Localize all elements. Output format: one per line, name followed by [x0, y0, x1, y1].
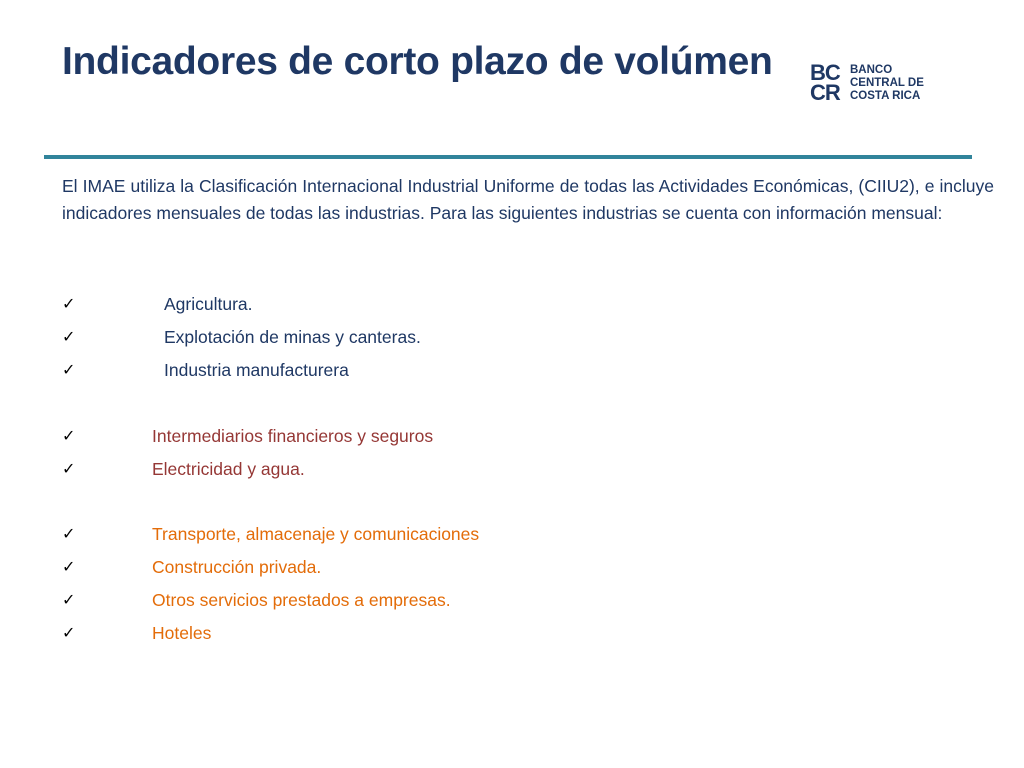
list-item-label: Hoteles — [152, 623, 212, 643]
bccr-logo — [806, 62, 946, 122]
list-item-label: Agricultura. — [164, 294, 253, 314]
check-icon: ✓ — [62, 461, 76, 478]
list-item-label: Explotación de minas y canteras. — [164, 327, 421, 347]
list-item-label: Otros servicios prestados a empresas. — [152, 590, 451, 610]
list-item-label: Electricidad y agua. — [152, 459, 305, 479]
logo-mark-bottom: CR — [810, 80, 840, 105]
check-icon: ✓ — [62, 592, 76, 609]
list-item-label: Intermediarios financieros y seguros — [152, 426, 434, 446]
page-title: Indicadores de corto plazo de volúmen — [62, 40, 773, 83]
check-icon: ✓ — [62, 559, 76, 576]
logo-line-3: COSTA RICA — [850, 90, 921, 102]
check-icon: ✓ — [62, 362, 76, 379]
check-icon: ✓ — [62, 329, 76, 346]
bccr-logo-mark — [806, 62, 848, 108]
check-icon: ✓ — [62, 526, 76, 543]
intro-paragraph: El IMAE utiliza la Clasificación Internacional Industrial Uniforme de todas las Actividades Económicas, (CIIU2), e incluye indicadores mensuales de todas las industrias. Para las siguientes industrias se cuenta con información mensual: — [62, 176, 994, 223]
list-item-label: Construcción privada. — [152, 557, 322, 577]
logo-text — [850, 64, 924, 103]
list-item-label: Industria manufacturera — [164, 360, 349, 380]
check-icon: ✓ — [62, 296, 76, 313]
check-icon: ✓ — [62, 625, 76, 642]
logo-line-1: BANCO — [850, 64, 893, 76]
list-item-label: Transporte, almacenaje y comunicaciones — [152, 524, 480, 544]
check-icon: ✓ — [62, 428, 76, 445]
logo-line-2: CENTRAL DE — [850, 77, 924, 89]
logo-mark-top: BC — [810, 60, 840, 85]
header-divider — [44, 155, 972, 159]
